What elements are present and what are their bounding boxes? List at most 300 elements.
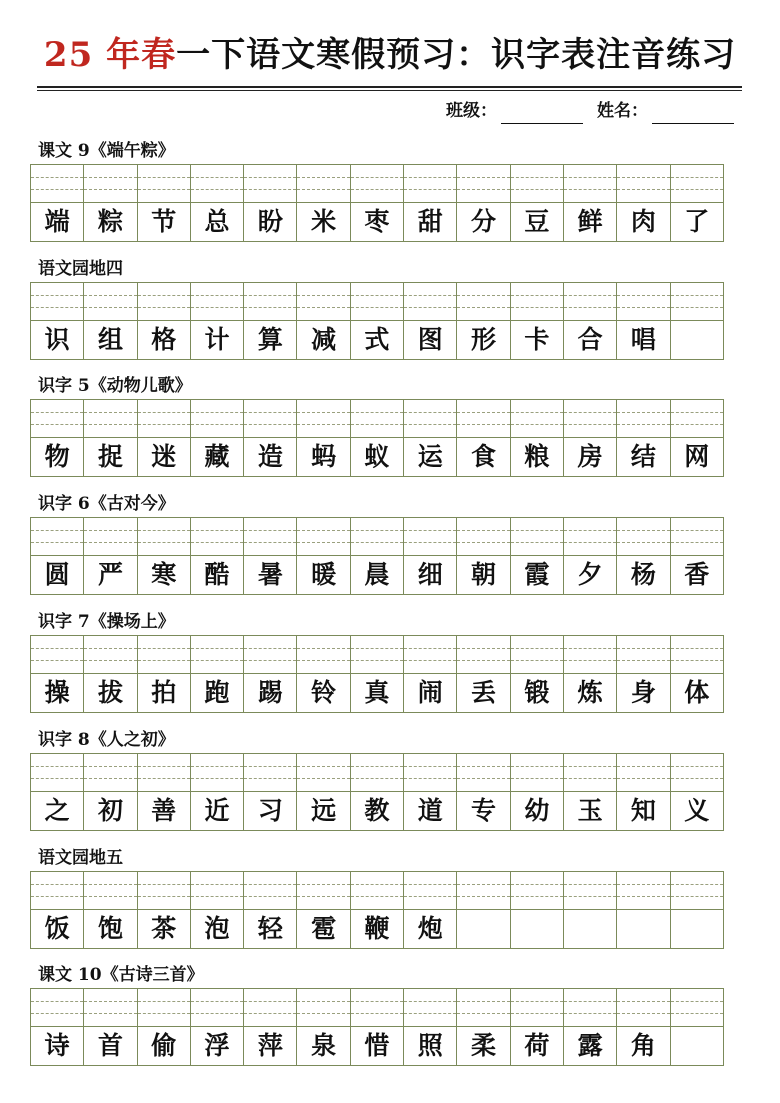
hanzi: 算 xyxy=(257,325,283,354)
hanzi xyxy=(617,910,669,948)
hanzi: 枣 xyxy=(364,207,390,236)
grid-cell xyxy=(31,871,84,949)
pinyin-box[interactable] xyxy=(138,400,190,438)
pinyin-box[interactable] xyxy=(31,283,83,321)
pinyin-box[interactable] xyxy=(511,636,563,674)
grid-cell xyxy=(138,871,191,949)
hanzi: 食 xyxy=(471,442,497,471)
pinyin-box[interactable] xyxy=(84,989,136,1027)
hanzi: 体 xyxy=(684,678,710,707)
hanzi: 藏 xyxy=(204,442,230,471)
hanzi: 炮 xyxy=(417,914,443,943)
hanzi: 萍 xyxy=(257,1031,283,1060)
grid-cell xyxy=(138,164,191,242)
hanzi: 泡 xyxy=(204,914,230,943)
pinyin-box[interactable] xyxy=(31,754,83,792)
hanzi: 卡 xyxy=(524,325,550,354)
section xyxy=(30,373,736,477)
hanzi xyxy=(564,910,616,948)
hanzi: 铃 xyxy=(311,678,337,707)
grid-cell xyxy=(457,871,510,949)
pinyin-box[interactable] xyxy=(84,400,136,438)
pinyin-box[interactable] xyxy=(457,165,509,203)
grid-cell xyxy=(511,282,564,360)
pinyin-box[interactable] xyxy=(191,283,243,321)
grid-cell xyxy=(404,988,457,1066)
grid-cell xyxy=(511,753,564,831)
pinyin-box[interactable] xyxy=(244,400,296,438)
pinyin-box[interactable] xyxy=(564,754,616,792)
pinyin-box[interactable] xyxy=(404,636,456,674)
title-highlight: 25 年春 xyxy=(43,35,177,75)
pinyin-box[interactable] xyxy=(351,754,403,792)
pinyin-box[interactable] xyxy=(511,989,563,1027)
hanzi: 迷 xyxy=(151,442,177,471)
hanzi: 捉 xyxy=(97,442,123,471)
pinyin-box[interactable] xyxy=(511,283,563,321)
pinyin-box[interactable] xyxy=(31,400,83,438)
grid-cell xyxy=(31,988,84,1066)
hanzi: 偷 xyxy=(151,1031,177,1060)
hanzi: 柔 xyxy=(471,1031,497,1060)
pinyin-box[interactable] xyxy=(191,518,243,556)
section xyxy=(30,962,736,1066)
hanzi: 识 xyxy=(44,325,70,354)
grid-cell xyxy=(31,282,84,360)
grid-cell xyxy=(511,988,564,1066)
pinyin-box[interactable] xyxy=(297,165,349,203)
hanzi: 晨 xyxy=(364,560,390,589)
grid-cell xyxy=(671,871,724,949)
hanzi: 角 xyxy=(630,1031,656,1060)
grid-cell xyxy=(564,988,617,1066)
hanzi: 严 xyxy=(97,560,123,589)
pinyin-box[interactable] xyxy=(671,636,723,674)
grid-cell xyxy=(138,635,191,713)
grid-cell xyxy=(31,635,84,713)
hanzi: 分 xyxy=(471,207,497,236)
hanzi: 运 xyxy=(417,442,443,471)
grid-cell xyxy=(564,753,617,831)
hanzi: 义 xyxy=(684,796,710,825)
pinyin-box[interactable] xyxy=(297,400,349,438)
grid-cell xyxy=(671,517,724,595)
section xyxy=(30,845,736,949)
grid-cell xyxy=(138,988,191,1066)
pinyin-box[interactable] xyxy=(457,754,509,792)
hanzi: 图 xyxy=(417,325,443,354)
grid-cell xyxy=(84,753,137,831)
pinyin-box[interactable] xyxy=(84,636,136,674)
pinyin-box[interactable] xyxy=(138,165,190,203)
grid-cell xyxy=(244,635,297,713)
grid-cell xyxy=(617,753,670,831)
hanzi: 露 xyxy=(577,1031,603,1060)
grid-cell xyxy=(617,871,670,949)
hanzi: 造 xyxy=(257,442,283,471)
grid-cell xyxy=(351,635,404,713)
pinyin-box[interactable] xyxy=(404,754,456,792)
pinyin-box[interactable] xyxy=(671,165,723,203)
section-title: 语文园地四 xyxy=(38,259,123,279)
pinyin-box[interactable] xyxy=(297,754,349,792)
grid-cell xyxy=(404,399,457,477)
character-grid xyxy=(30,988,736,1066)
hanzi: 合 xyxy=(577,325,603,354)
grid-cell xyxy=(138,282,191,360)
grid-cell xyxy=(191,871,244,949)
pinyin-box[interactable] xyxy=(84,518,136,556)
character-grid xyxy=(30,282,736,360)
pinyin-box[interactable] xyxy=(617,283,669,321)
grid-cell xyxy=(564,399,617,477)
character-grid xyxy=(30,753,736,831)
name-field[interactable] xyxy=(652,105,734,124)
hanzi xyxy=(671,1027,723,1065)
grid-cell xyxy=(351,988,404,1066)
pinyin-box[interactable] xyxy=(457,400,509,438)
pinyin-box[interactable] xyxy=(191,636,243,674)
grid-cell xyxy=(671,164,724,242)
hanzi: 幼 xyxy=(524,796,550,825)
pinyin-box[interactable] xyxy=(457,989,509,1027)
grid-cell xyxy=(351,871,404,949)
grid-cell xyxy=(617,517,670,595)
pinyin-box[interactable] xyxy=(351,872,403,910)
pinyin-box[interactable] xyxy=(138,518,190,556)
pinyin-box[interactable] xyxy=(351,989,403,1027)
grid-cell xyxy=(404,282,457,360)
grid-cell xyxy=(511,164,564,242)
section xyxy=(30,138,736,242)
grid-cell xyxy=(351,164,404,242)
hanzi: 轻 xyxy=(257,914,283,943)
pinyin-box[interactable] xyxy=(244,283,296,321)
pinyin-box[interactable] xyxy=(191,165,243,203)
grid-cell xyxy=(564,282,617,360)
grid-cell xyxy=(191,164,244,242)
pinyin-box[interactable] xyxy=(404,872,456,910)
hanzi: 端 xyxy=(44,207,70,236)
pinyin-box[interactable] xyxy=(404,518,456,556)
grid-cell xyxy=(244,753,297,831)
grid-cell xyxy=(191,399,244,477)
hanzi: 格 xyxy=(151,325,177,354)
pinyin-box[interactable] xyxy=(617,989,669,1027)
section-title: 语文园地五 xyxy=(38,848,123,868)
hanzi: 了 xyxy=(684,207,710,236)
header-rule-thin xyxy=(37,90,742,91)
title-text: 一下语文寒假预习：识字表注音练习 xyxy=(176,35,737,75)
pinyin-box[interactable] xyxy=(457,636,509,674)
grid-cell xyxy=(351,517,404,595)
header-rule xyxy=(37,86,742,88)
hanzi: 夕 xyxy=(577,560,603,589)
pinyin-box[interactable] xyxy=(244,518,296,556)
hanzi: 形 xyxy=(471,325,497,354)
pinyin-box[interactable] xyxy=(351,518,403,556)
pinyin-box[interactable] xyxy=(617,165,669,203)
pinyin-box[interactable] xyxy=(244,872,296,910)
hanzi: 茶 xyxy=(151,914,177,943)
hanzi: 饭 xyxy=(44,914,70,943)
hanzi: 锻 xyxy=(524,678,550,707)
pinyin-box[interactable] xyxy=(457,872,509,910)
pinyin-box[interactable] xyxy=(297,989,349,1027)
hanzi: 雹 xyxy=(311,914,337,943)
grid-cell xyxy=(244,164,297,242)
grid-cell xyxy=(84,164,137,242)
pinyin-box[interactable] xyxy=(564,165,616,203)
grid-cell xyxy=(671,399,724,477)
character-grid xyxy=(30,399,736,477)
pinyin-box[interactable] xyxy=(191,989,243,1027)
pinyin-box[interactable] xyxy=(617,400,669,438)
section xyxy=(30,256,736,360)
hanzi: 细 xyxy=(417,560,443,589)
pinyin-box[interactable] xyxy=(297,636,349,674)
pinyin-box[interactable] xyxy=(244,636,296,674)
grid-cell xyxy=(564,635,617,713)
grid-cell xyxy=(244,282,297,360)
pinyin-box[interactable] xyxy=(564,283,616,321)
pinyin-box[interactable] xyxy=(671,989,723,1027)
pinyin-box[interactable] xyxy=(191,872,243,910)
hanzi: 杨 xyxy=(630,560,656,589)
pinyin-box[interactable] xyxy=(31,518,83,556)
pinyin-box[interactable] xyxy=(31,989,83,1027)
pinyin-box[interactable] xyxy=(84,754,136,792)
hanzi: 近 xyxy=(204,796,230,825)
pinyin-box[interactable] xyxy=(511,400,563,438)
pinyin-box[interactable] xyxy=(297,518,349,556)
pinyin-box[interactable] xyxy=(351,165,403,203)
hanzi: 玉 xyxy=(577,796,603,825)
name-label: 姓名： xyxy=(597,101,648,121)
pinyin-box[interactable] xyxy=(617,872,669,910)
pinyin-box[interactable] xyxy=(31,165,83,203)
hanzi: 丢 xyxy=(471,678,497,707)
hanzi: 跑 xyxy=(204,678,230,707)
hanzi: 炼 xyxy=(577,678,603,707)
hanzi: 荷 xyxy=(524,1031,550,1060)
pinyin-box[interactable] xyxy=(244,989,296,1027)
pinyin-box[interactable] xyxy=(138,989,190,1027)
hanzi: 真 xyxy=(364,678,390,707)
hanzi: 身 xyxy=(630,678,656,707)
hanzi: 香 xyxy=(684,560,710,589)
hanzi: 朝 xyxy=(471,560,497,589)
section-title: 课文 9《端午粽》 xyxy=(38,141,175,161)
hanzi: 式 xyxy=(364,325,390,354)
pinyin-box[interactable] xyxy=(404,165,456,203)
hanzi: 肉 xyxy=(630,207,656,236)
pinyin-box[interactable] xyxy=(297,872,349,910)
grid-cell xyxy=(191,753,244,831)
grid-cell xyxy=(297,517,350,595)
pinyin-box[interactable] xyxy=(511,754,563,792)
pinyin-box[interactable] xyxy=(617,754,669,792)
pinyin-box[interactable] xyxy=(671,872,723,910)
grid-cell xyxy=(297,635,350,713)
grid-cell xyxy=(84,635,137,713)
hanzi: 惜 xyxy=(364,1031,390,1060)
pinyin-box[interactable] xyxy=(617,518,669,556)
pinyin-box[interactable] xyxy=(564,518,616,556)
pinyin-box[interactable] xyxy=(671,400,723,438)
grid-cell xyxy=(297,753,350,831)
hanzi: 踢 xyxy=(257,678,283,707)
hanzi: 诗 xyxy=(44,1031,70,1060)
grid-cell xyxy=(457,635,510,713)
grid-cell xyxy=(457,282,510,360)
class-label: 班级： xyxy=(446,101,497,121)
pinyin-box[interactable] xyxy=(564,400,616,438)
pinyin-box[interactable] xyxy=(138,636,190,674)
hanzi: 浮 xyxy=(204,1031,230,1060)
section-title: 识字 7《操场上》 xyxy=(38,612,175,632)
pinyin-box[interactable] xyxy=(351,400,403,438)
grid-cell xyxy=(511,517,564,595)
hanzi: 网 xyxy=(684,442,710,471)
grid-cell xyxy=(244,399,297,477)
pinyin-box[interactable] xyxy=(671,283,723,321)
pinyin-box[interactable] xyxy=(511,518,563,556)
grid-cell xyxy=(457,164,510,242)
pinyin-box[interactable] xyxy=(351,636,403,674)
character-grid xyxy=(30,517,736,595)
pinyin-box[interactable] xyxy=(31,636,83,674)
grid-cell xyxy=(191,635,244,713)
pinyin-box[interactable] xyxy=(84,165,136,203)
grid-cell xyxy=(617,988,670,1066)
grid-cell xyxy=(31,753,84,831)
grid-cell xyxy=(564,517,617,595)
grid-cell xyxy=(84,282,137,360)
grid-cell xyxy=(404,753,457,831)
hanzi: 操 xyxy=(44,678,70,707)
pinyin-box[interactable] xyxy=(191,754,243,792)
hanzi: 首 xyxy=(97,1031,123,1060)
pinyin-box[interactable] xyxy=(511,165,563,203)
grid-cell xyxy=(84,517,137,595)
pinyin-box[interactable] xyxy=(297,283,349,321)
hanzi xyxy=(511,910,563,948)
pinyin-box[interactable] xyxy=(351,283,403,321)
grid-cell xyxy=(297,282,350,360)
pinyin-box[interactable] xyxy=(244,165,296,203)
pinyin-box[interactable] xyxy=(564,872,616,910)
hanzi: 组 xyxy=(97,325,123,354)
grid-cell xyxy=(617,164,670,242)
pinyin-box[interactable] xyxy=(457,283,509,321)
pinyin-box[interactable] xyxy=(404,989,456,1027)
grid-cell xyxy=(84,871,137,949)
section xyxy=(30,491,736,595)
grid-cell xyxy=(191,282,244,360)
grid-cell xyxy=(511,871,564,949)
hanzi: 暖 xyxy=(311,560,337,589)
student-fields xyxy=(446,98,734,124)
hanzi: 暑 xyxy=(257,560,283,589)
hanzi: 鞭 xyxy=(364,914,390,943)
section xyxy=(30,609,736,713)
hanzi: 寒 xyxy=(151,560,177,589)
hanzi xyxy=(671,321,723,359)
pinyin-box[interactable] xyxy=(404,400,456,438)
pinyin-box[interactable] xyxy=(244,754,296,792)
pinyin-box[interactable] xyxy=(31,872,83,910)
hanzi: 甜 xyxy=(417,207,443,236)
character-grid xyxy=(30,871,736,949)
hanzi: 节 xyxy=(151,207,177,236)
grid-cell xyxy=(138,399,191,477)
grid-cell xyxy=(31,517,84,595)
pinyin-box[interactable] xyxy=(617,636,669,674)
grid-cell xyxy=(138,517,191,595)
pinyin-box[interactable] xyxy=(564,636,616,674)
character-grid xyxy=(30,635,736,713)
pinyin-box[interactable] xyxy=(457,518,509,556)
grid-cell xyxy=(617,282,670,360)
hanzi: 拔 xyxy=(97,678,123,707)
hanzi: 拍 xyxy=(151,678,177,707)
section-title: 识字 5《动物儿歌》 xyxy=(38,376,192,396)
grid-cell xyxy=(404,517,457,595)
pinyin-box[interactable] xyxy=(564,989,616,1027)
pinyin-box[interactable] xyxy=(671,518,723,556)
hanzi: 远 xyxy=(311,796,337,825)
grid-cell xyxy=(404,635,457,713)
grid-cell xyxy=(457,753,510,831)
grid-cell xyxy=(297,399,350,477)
pinyin-box[interactable] xyxy=(511,872,563,910)
grid-cell xyxy=(671,635,724,713)
hanzi: 米 xyxy=(311,207,337,236)
grid-cell xyxy=(244,517,297,595)
hanzi: 结 xyxy=(630,442,656,471)
grid-cell xyxy=(84,399,137,477)
hanzi: 初 xyxy=(97,796,123,825)
pinyin-box[interactable] xyxy=(84,283,136,321)
hanzi: 豆 xyxy=(524,207,550,236)
pinyin-box[interactable] xyxy=(138,283,190,321)
pinyin-box[interactable] xyxy=(84,872,136,910)
pinyin-box[interactable] xyxy=(138,872,190,910)
page-title xyxy=(0,32,780,78)
character-grid xyxy=(30,164,736,242)
section-title: 识字 6《古对今》 xyxy=(38,494,175,514)
grid-cell xyxy=(671,753,724,831)
grid-cell xyxy=(564,871,617,949)
grid-cell xyxy=(404,164,457,242)
hanzi: 房 xyxy=(577,442,603,471)
grid-cell xyxy=(351,753,404,831)
pinyin-box[interactable] xyxy=(191,400,243,438)
hanzi: 物 xyxy=(44,442,70,471)
hanzi: 知 xyxy=(630,796,656,825)
pinyin-box[interactable] xyxy=(671,754,723,792)
grid-cell xyxy=(297,164,350,242)
grid-cell xyxy=(138,753,191,831)
pinyin-box[interactable] xyxy=(404,283,456,321)
hanzi: 蚁 xyxy=(364,442,390,471)
hanzi: 道 xyxy=(417,796,443,825)
grid-cell xyxy=(244,988,297,1066)
hanzi: 习 xyxy=(257,796,283,825)
pinyin-box[interactable] xyxy=(138,754,190,792)
class-field[interactable] xyxy=(501,105,583,124)
